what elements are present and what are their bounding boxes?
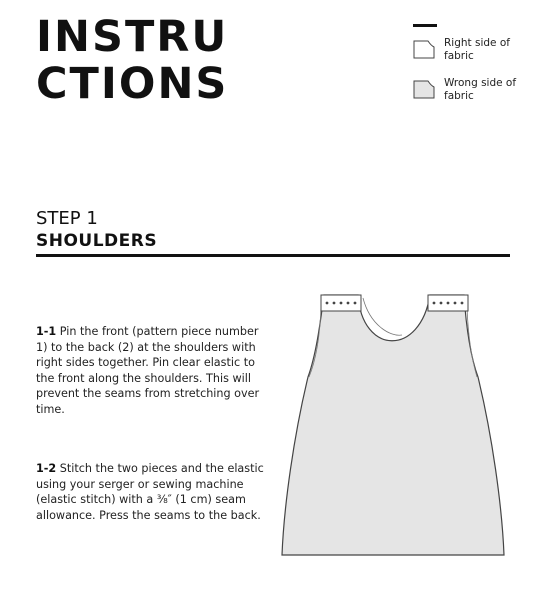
wrong-side-fabric-icon (413, 80, 435, 99)
instruction-1-2 (36, 461, 272, 523)
legend-bar (413, 24, 437, 27)
page-title-line-2: CTIONS (36, 59, 229, 109)
page-title (36, 14, 228, 108)
instruction-text: Pin the front (pattern piece number 1) to the back (2) at the shoulders with right sides together. Pin clear elastic to the front along the shoulders. This will prevent the seams from stretching over time. (36, 325, 260, 416)
legend-label-right-side: Right side of fabric (444, 37, 510, 62)
step-number: STEP 1 (36, 208, 98, 229)
legend-label-wrong-side: Wrong side of fabric (444, 77, 517, 102)
page-title-line-1: INSTRU (36, 12, 229, 62)
step-divider (36, 254, 510, 257)
instruction-number: 1-2 (36, 462, 57, 475)
step-title: SHOULDERS (36, 231, 158, 251)
right-side-fabric-icon (413, 40, 435, 59)
instruction-text: Stitch the two pieces and the elastic using your serger or sewing machine (elastic stitch) with a ⅜″ (1 cm) seam allowance. Press the seams to the back. (36, 462, 264, 522)
instruction-1-1 (36, 324, 272, 417)
instruction-number: 1-1 (36, 325, 57, 338)
garment-illustration (278, 285, 528, 575)
